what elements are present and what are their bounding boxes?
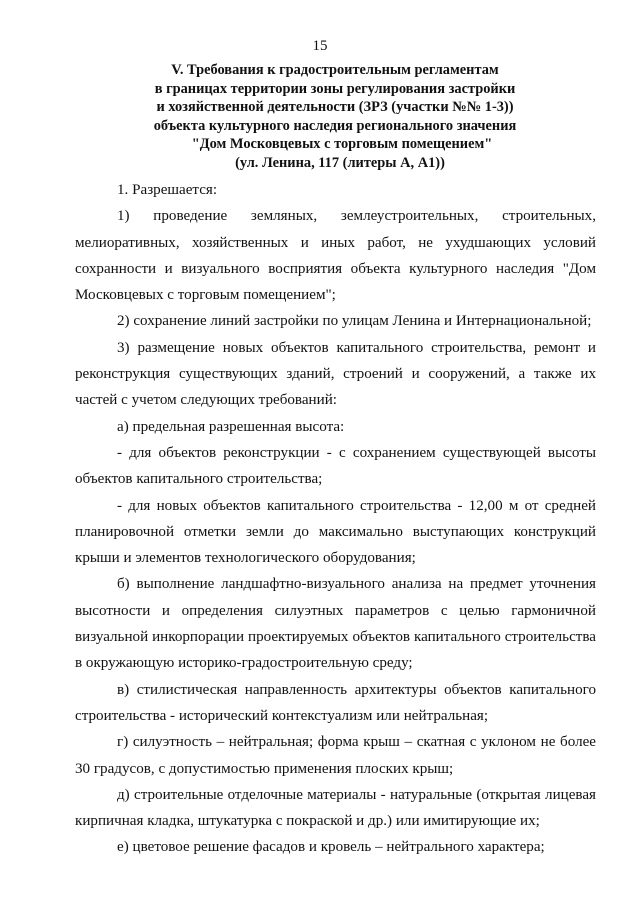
heading-line: в границах территории зоны регулирования застройки [154, 80, 516, 97]
paragraph: 3) размещение новых объектов капитального строительства, ремонт и реконструкция существующих зданий, строений и сооружений, а также их частей с учетом следующих требований: [75, 339, 596, 409]
paragraph: д) строительные отделочные материалы - натуральные (открытая лицевая кирпичная кладка, штукатурка с покраской и др.) или имитирующие их; [75, 786, 596, 830]
paragraph: г) силуэтность – нейтральная; форма крыш – скатная с уклоном не более 30 градусов, с допустимостью применения плоских крыш; [75, 734, 596, 777]
paragraph: б) выполнение ландшафтно-визуального анализа на предмет уточнения высотности и определения силуэтных параметров с целью гармоничной визуальной инкорпорации проектируемых объектов капитального строительства в окружающую историко-градостроительную среду; [75, 576, 596, 672]
section-heading [60, 61, 610, 173]
heading-line: и хозяйственной деятельности (ЗРЗ (участки №№ 1-3)) [156, 99, 514, 116]
paragraph: в) стилистическая направленность архитектуры объектов капитального строительства - исторический контекстуализм или нейтральная; [75, 681, 596, 724]
heading-line: объекта культурного наследия регионального значения [153, 117, 517, 134]
heading-line: "Дом Московцевых с торговым помещением" [191, 136, 493, 153]
paragraph: 2) сохранение линий застройки по улицам Ленина и Интернациональной; [117, 313, 592, 330]
heading-line: (ул. Ленина, 117 (литеры А, А1)) [235, 154, 445, 171]
page-number: 15 [312, 38, 328, 54]
paragraph: 1) проведение земляных, землеустроительных, строительных, мелиоративных, хозяйственных и иных работ, не ухудшающих условий сохранности и визуального восприятия объекта культурного наследия "Дом Московцевых с торговым помещением"; [75, 208, 596, 304]
document-body [75, 177, 596, 861]
paragraph: 1. Разрешается: [117, 182, 218, 198]
heading-line: V. Требования к градостроительным регламентам [171, 62, 499, 78]
paragraph: - для новых объектов капитального строительства - 12,00 м от средней планировочной отметки земли до максимально выступающих конструкций крыши и элементов технологического оборудования; [75, 497, 596, 567]
paragraph: е) цветовое решение фасадов и кровель – нейтрального характера; [117, 839, 545, 856]
paragraph: - для объектов реконструкции - с сохранением существующей высоты объектов капитального строительства; [75, 444, 596, 488]
paragraph: а) предельная разрешенная высота: [117, 418, 345, 435]
